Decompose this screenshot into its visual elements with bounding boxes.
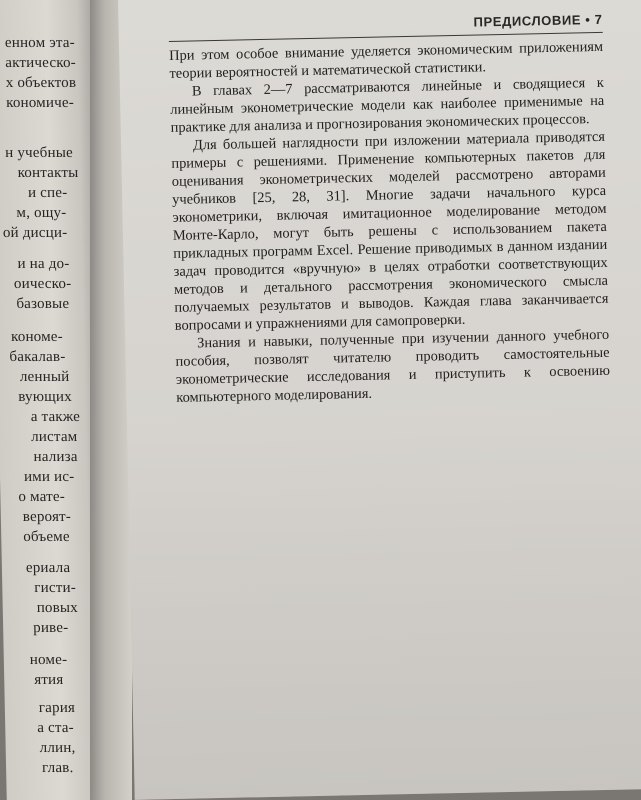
left-text-fragment: объеме — [23, 529, 70, 545]
left-text-fragment: базовые — [16, 296, 70, 312]
left-text-fragment: номе- — [29, 652, 68, 668]
left-text-fragment: бакалав- — [9, 349, 66, 365]
paragraph: Для большей наглядности при изложении материала приводятся примеры с решениями. Применение компьютерных пакетов для оценивания эконометрических моделей рассмотрено авторами учебников [25, 28, 31]. Многие задачи начального курса эконометрики, включая имитационное моделирование методом Монте-Карло, могут быть решены с использованием пакета прикладных программ Excel. Решение приводимых в данном издании задач проводится «вручную» в целях отработки соответствующих методов и детального рассмотрения экономического смысла получаемых результатов и выводов. Каждая глава заканчивается вопросами и упражнениями для самопроверки. — [171, 128, 609, 334]
left-text-fragment: о мате- — [18, 489, 66, 505]
paragraph: При этом особое внимание уделяется экономическим приложениям теории вероятностей и математической статистики. — [169, 38, 604, 82]
left-text-fragment: ими ис- — [23, 469, 75, 485]
left-text-fragment: глав. — [41, 760, 74, 776]
left-text-fragment: риве- — [32, 620, 69, 636]
running-title: ПРЕДИСЛОВИЕ • 7 — [473, 11, 603, 30]
left-text-fragment: вероят- — [22, 509, 72, 525]
page-shading — [127, 409, 641, 800]
right-page — [118, 0, 641, 800]
left-text-fragment: гария — [38, 700, 76, 716]
left-text-fragment: кономиче- — [5, 95, 75, 111]
left-text-fragment: а также — [30, 409, 81, 425]
left-text-fragment: х объектов — [5, 75, 77, 91]
left-text-fragment: нализа — [33, 449, 78, 465]
left-text-fragment: листам — [30, 429, 78, 445]
left-text-fragment: и на до- — [17, 256, 70, 272]
paragraph: Знания и навыки, полученные при изучении данного учебного пособия, позволят читателю проводить самостоятельные эконометрические исследования и приступить к освоению компьютерного моделирования. — [175, 326, 611, 406]
left-text-fragment: повых — [36, 600, 79, 616]
left-text-fragment: ятия — [34, 672, 64, 688]
left-text-fragment: контакты — [17, 165, 79, 181]
left-text-fragment: ллин, — [39, 740, 76, 756]
left-text-fragment: енном эта- — [4, 35, 76, 51]
left-text-fragment: вующих — [18, 389, 73, 405]
left-text-fragment: н учебные — [5, 145, 74, 161]
left-text-fragment: кономе- — [10, 329, 64, 345]
left-text-fragment: а ста- — [37, 720, 75, 736]
page-body — [169, 38, 610, 407]
left-text-fragment: оическо- — [13, 276, 72, 292]
left-text-fragment: и спе- — [27, 185, 68, 201]
left-text-fragment: актическо- — [5, 55, 77, 71]
running-header — [168, 10, 602, 42]
left-text-fragment: ленный — [19, 369, 70, 385]
paragraph: В главах 2—7 рассматриваются линейные и сводящиеся к линейным эконометрические модели как наиболее применимые на практике для анализа и прогнозирования экономических процессов. — [170, 74, 605, 136]
left-text-fragment: м, ощу- — [16, 205, 67, 221]
left-text-fragment: ериала — [25, 560, 71, 576]
left-text-fragment: ой дисци- — [2, 225, 68, 241]
left-text-fragment: гисти- — [34, 580, 77, 596]
